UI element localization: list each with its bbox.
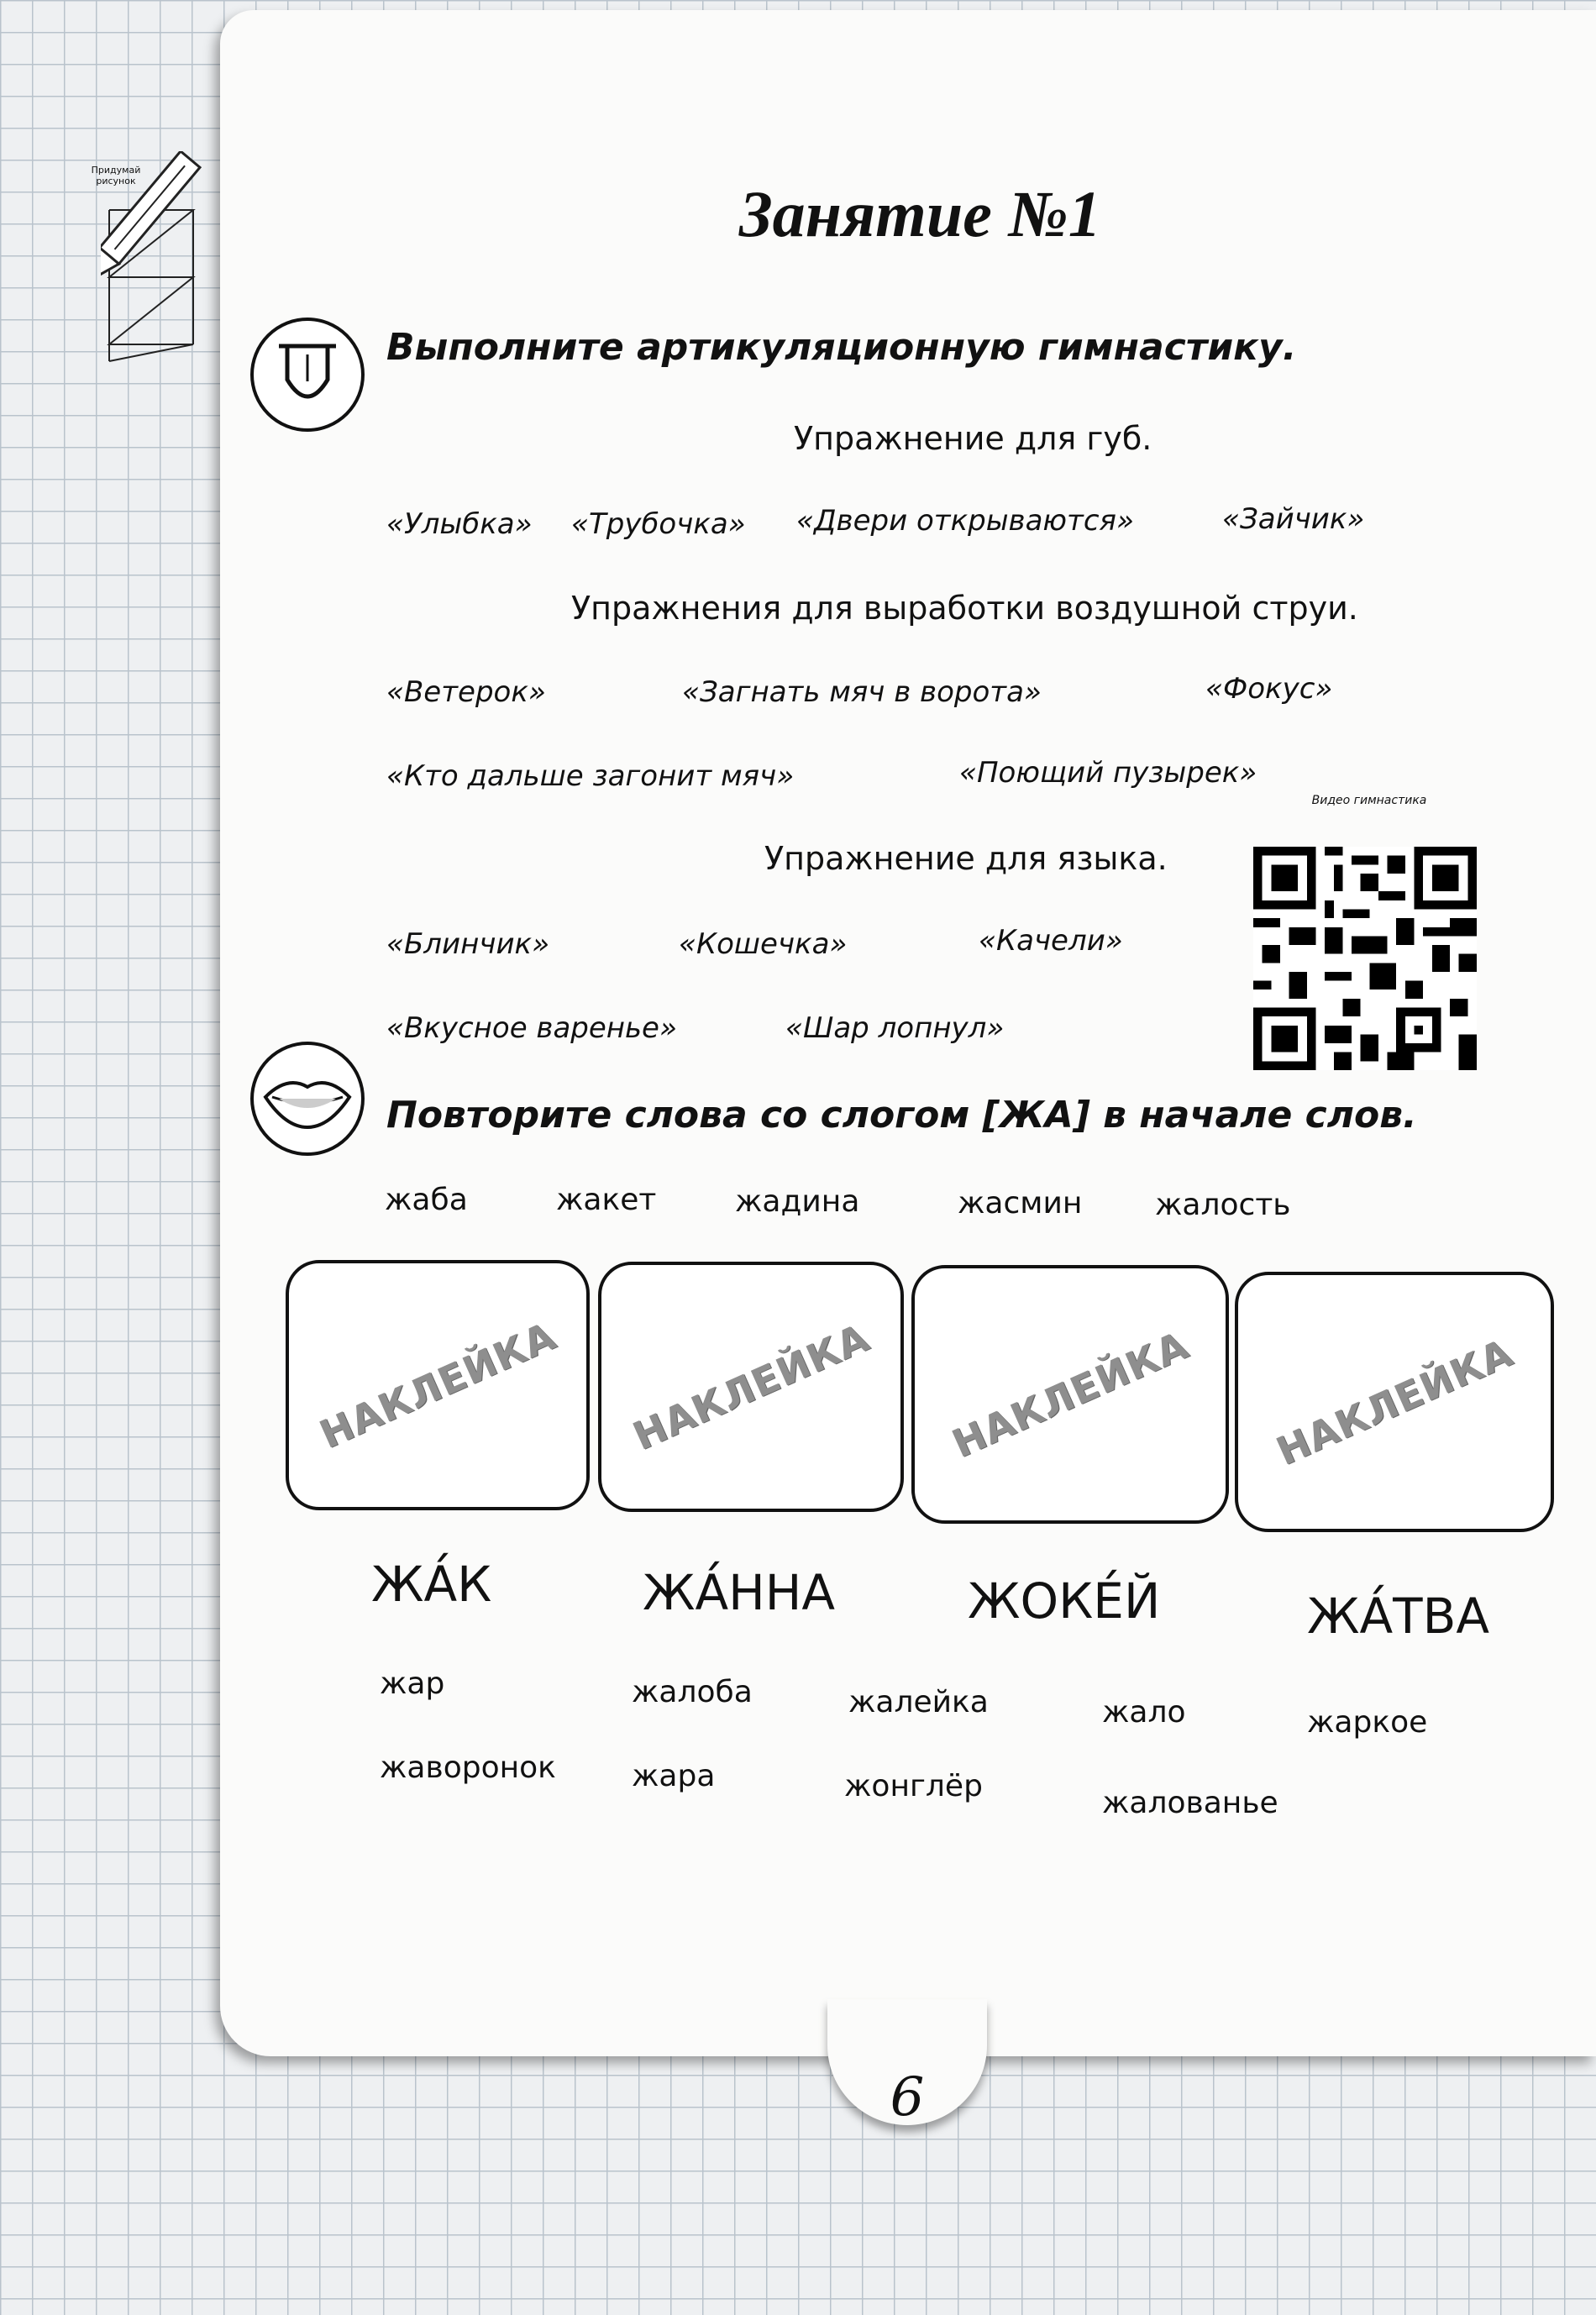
exercise-item: «Двери открываются» — [796, 504, 1134, 538]
word-item: жало — [1102, 1695, 1186, 1730]
sticker-slot[interactable] — [598, 1262, 904, 1512]
side-note: Придумай рисунок — [91, 165, 141, 186]
exercise-item: «Блинчик» — [386, 927, 550, 961]
big-word: ЖОКЕ́Й — [968, 1572, 1161, 1630]
lips-icon — [250, 1042, 365, 1156]
lips-title: Упражнение для губ. — [794, 420, 1152, 457]
exercise-item: «Поющий пузырек» — [959, 756, 1257, 790]
qr-code-icon[interactable] — [1250, 847, 1480, 1070]
big-word: ЖА́ТВА — [1307, 1588, 1490, 1645]
word-item: жаркое — [1307, 1705, 1428, 1740]
section1-heading: Выполните артикуляционную гимнастику. — [386, 326, 1297, 369]
word-item: жалость — [1155, 1188, 1291, 1222]
tongue-icon — [250, 318, 365, 432]
word-item: жар — [380, 1667, 445, 1701]
exercise-item: «Трубочка» — [571, 507, 746, 541]
page-number: 6 — [890, 2066, 925, 2129]
exercise-item: «Вкусное варенье» — [386, 1011, 677, 1045]
sticker-label: НАКЛЕЙКА — [626, 1315, 876, 1459]
tongue-title: Упражнение для языка. — [764, 840, 1168, 877]
exercise-item: «Качели» — [979, 924, 1123, 958]
sticker-slot[interactable] — [1235, 1272, 1554, 1532]
word-item: жонглёр — [844, 1769, 983, 1803]
word-item: жадина — [735, 1184, 860, 1219]
exercise-item: «Кошечка» — [679, 927, 848, 961]
word-item: жаворонок — [380, 1751, 556, 1785]
big-word: ЖА́К — [371, 1556, 492, 1613]
word-item: жалейка — [848, 1685, 989, 1719]
lesson-title: Занятие №1 — [739, 177, 1101, 250]
sticker-slot[interactable] — [286, 1260, 590, 1510]
exercise-item: «Загнать мяч в ворота» — [682, 675, 1042, 709]
sticker-slot[interactable] — [911, 1265, 1229, 1524]
qr-caption: Видео гимнастика — [1311, 794, 1427, 807]
exercise-item: «Улыбка» — [386, 507, 533, 541]
word-item: жалоба — [632, 1675, 753, 1709]
sticker-label: НАКЛЕЙКА — [945, 1322, 1195, 1467]
word-item: жасмин — [958, 1186, 1083, 1220]
word-item: жалованье — [1102, 1786, 1278, 1820]
exercise-item: «Кто дальше загонит мяч» — [386, 759, 795, 793]
air-title: Упражнения для выработки воздушной струи. — [571, 590, 1358, 627]
exercise-item: «Зайчик» — [1222, 502, 1365, 536]
big-word: ЖА́ННА — [643, 1564, 836, 1621]
sticker-label: НАКЛЕЙКА — [312, 1313, 563, 1457]
exercise-item: «Шар лопнул» — [785, 1011, 1005, 1045]
word-item: жакет — [556, 1183, 657, 1217]
exercise-item: «Ветерок» — [386, 675, 546, 709]
section2-heading: Повторите слова со слогом [ЖА] в начале слов. — [386, 1094, 1417, 1137]
sticker-label: НАКЛЕЙКА — [1269, 1330, 1520, 1474]
word-item: жаба — [385, 1183, 468, 1217]
exercise-item: «Фокус» — [1205, 672, 1333, 706]
word-item: жара — [632, 1759, 716, 1793]
